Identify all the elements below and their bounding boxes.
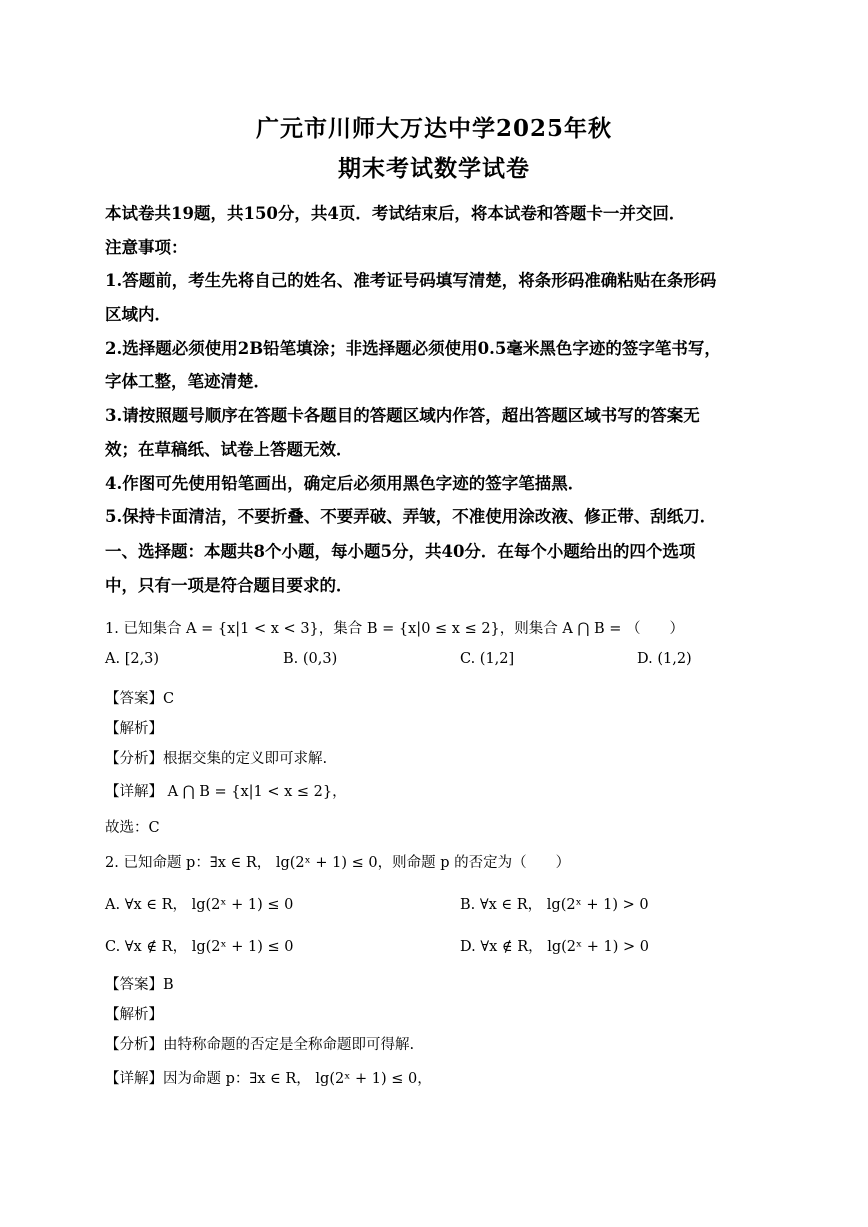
q1-option-a: A. [2,3) <box>105 651 160 667</box>
notice-heading: 注意事项： <box>105 238 188 257</box>
q2-option-c: C. ∀x ∉ R， lg(2ˣ + 1) ≤ 0 <box>105 939 294 955</box>
q1-choice: 故选：C <box>105 820 160 836</box>
notice-rule-4: 4.作图可先使用铅笔画出，确定后必须用黑色字迹的签字笔描黑． <box>105 474 585 493</box>
q1-option-b: B. (0,3) <box>283 651 338 667</box>
exam-summary: 本试卷共19题，共150分，共4页．考试结束后，将本试卷和答题卡一并交回． <box>105 204 686 223</box>
q2-option-b: B. ∀x ∈ R， lg(2ˣ + 1) > 0 <box>460 897 649 913</box>
q2-answer: 【答案】B <box>105 977 174 993</box>
notice-rule-2b: 字体工整，笔迹清楚． <box>105 372 270 391</box>
q2-option-d: D. ∀x ∉ R， lg(2ˣ + 1) > 0 <box>460 939 650 955</box>
question-2-stem: 2. 已知命题 p：∃x ∈ R， lg(2ˣ + 1) ≤ 0，则命题 p 的否定为（ ） <box>105 855 571 871</box>
notice-rule-1b: 区域内． <box>105 305 171 324</box>
section-heading-b: 中，只有一项是符合题目要求的． <box>105 576 353 595</box>
q1-option-d: D. (1,2) <box>637 651 692 667</box>
q1-fenxi: 【分析】根据交集的定义即可求解. <box>105 751 328 767</box>
q1-detail: 【详解】 A ⋂ B = {x|1 < x ≤ 2}， <box>105 784 347 800</box>
q1-answer: 【答案】C <box>105 691 175 707</box>
q1-option-c: C. (1,2] <box>460 651 515 667</box>
section-heading-a: 一、选择题：本题共8个小题，每小题5分，共40分．在每个小题给出的四个选项 <box>105 542 696 561</box>
q2-option-a: A. ∀x ∈ R， lg(2ˣ + 1) ≤ 0 <box>105 897 294 913</box>
q1-analysis-label: 【解析】 <box>105 721 163 737</box>
page-title: 广元市川师大万达中学2025年秋 <box>255 115 612 142</box>
q2-analysis-label: 【解析】 <box>105 1007 163 1023</box>
question-1-stem: 1. 已知集合 A = {x|1 < x < 3}，集合 B = {x|0 ≤ x ≤ 2}，则集合 A ⋂ B = （ ） <box>105 621 684 637</box>
notice-rule-1a: 1.答题前，考生先将自己的姓名、准考证号码填写清楚，将条形码准确粘贴在条形码 <box>105 271 717 290</box>
notice-rule-2a: 2.选择题必须使用2B铅笔填涂；非选择题必须使用0.5毫米黑色字迹的签字笔书写， <box>105 339 721 358</box>
q2-fenxi: 【分析】由特称命题的否定是全称命题即可得解. <box>105 1037 415 1053</box>
notice-rule-3b: 效；在草稿纸、试卷上答题无效． <box>105 440 353 459</box>
page-subtitle: 期末考试数学试卷 <box>338 155 530 182</box>
q2-detail: 【详解】因为命题 p：∃x ∈ R， lg(2ˣ + 1) ≤ 0， <box>105 1071 432 1087</box>
notice-rule-5: 5.保持卡面清洁，不要折叠、不要弄破、弄皱，不准使用涂改液、修正带、刮纸刀． <box>105 507 717 526</box>
notice-rule-3a: 3.请按照题号顺序在答题卡各题目的答题区域内作答，超出答题区域书写的答案无 <box>105 406 700 425</box>
